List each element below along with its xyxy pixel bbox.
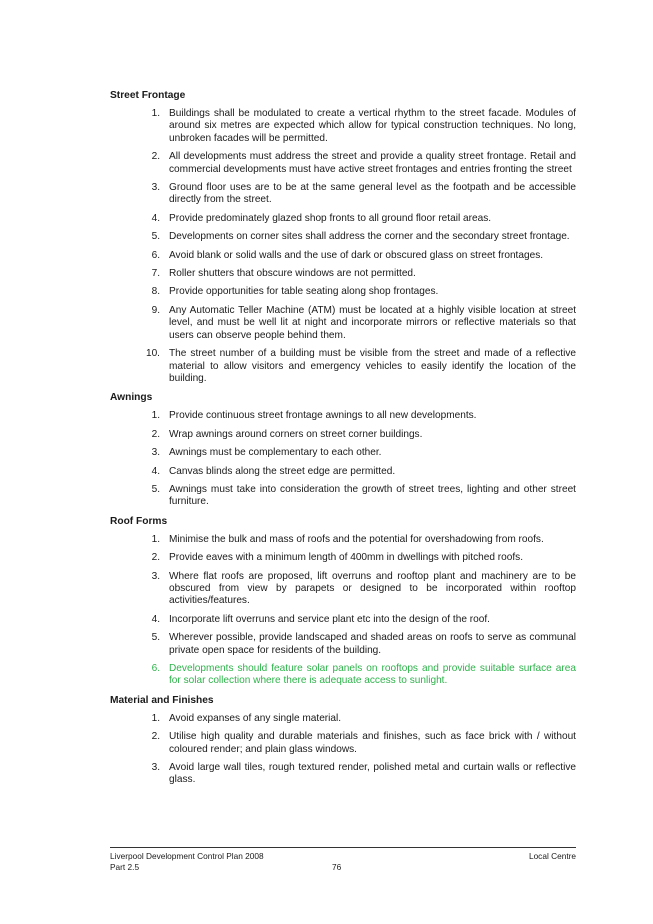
list-item-number: 4.: [151, 613, 160, 625]
list-item-number: 1.: [151, 712, 160, 724]
list-item-text: Provide continuous street frontage awnings to all new developments.: [169, 410, 477, 422]
footer-section: Local Centre: [528, 851, 576, 861]
list-item-number: 1.: [151, 108, 160, 119]
list-item: [110, 250, 576, 262]
section-heading: Awnings: [110, 392, 153, 404]
list-item-number: 3.: [151, 182, 160, 194]
list-item: [110, 410, 576, 422]
list-item-text: Wrap awnings around corners on street corner buildings.: [169, 428, 423, 440]
list-item-number: 1.: [151, 533, 160, 545]
list-item: [110, 429, 576, 441]
list-item-text: Awnings must take into consideration the growth of street trees, lighting and other street furniture.: [169, 483, 576, 508]
list-item: [110, 447, 576, 459]
list-item: [110, 466, 576, 478]
list-item-text: Ground floor uses are to be at the same general level as the footpath and be accessible directly from the street.: [169, 182, 576, 206]
list-item-text: Developments should feature solar panels on rooftops and provide suitable surface area for solar collection where there is adequate access to sunlight.: [169, 663, 576, 687]
list-item-number: 2.: [151, 151, 160, 163]
list-item-number: 2.: [151, 552, 160, 564]
section-heading: Roof Forms: [110, 515, 168, 527]
list-item: [110, 305, 576, 342]
list-item-number: 1.: [151, 410, 160, 422]
section-heading: Material and Finishes: [110, 694, 214, 706]
list-item: [110, 571, 576, 608]
list-item-number: 9.: [151, 304, 160, 316]
list-item: [110, 213, 576, 225]
list-item-number: 4.: [151, 465, 160, 477]
list-item-text: Roller shutters that obscure windows are not permitted.: [169, 268, 416, 280]
list-item: [110, 286, 576, 298]
list-item-number: 6.: [151, 663, 160, 674]
list-item: [110, 552, 576, 564]
list-item-text: Provide eaves with a minimum length of 400mm in dwellings with pitched roofs.: [169, 552, 524, 564]
page-footer: [110, 847, 576, 872]
list-item-number: 5.: [151, 483, 160, 495]
list-item-text: All developments must address the street and provide a quality street frontage. Retail and commercial developments must have active street frontages and entries fronting the street: [169, 151, 576, 175]
section-list: [110, 713, 576, 787]
list-item: [110, 632, 576, 657]
list-item-text: Avoid expanses of any single material.: [169, 712, 342, 724]
list-item: [110, 731, 576, 756]
footer-document-title: Liverpool Development Control Plan 2008: [110, 851, 264, 861]
document-body: [110, 89, 576, 793]
list-item-number: 2.: [151, 428, 160, 440]
list-item: [110, 484, 576, 509]
page-number: 76: [332, 862, 342, 872]
list-item-text: Where flat roofs are proposed, lift overruns and rooftop plant and machinery are to be obscured from view by parapets or designed to be incorporated within rooftop activities/features.: [169, 570, 576, 607]
list-item-number: 5.: [151, 632, 160, 644]
list-item-text: Buildings shall be modulated to create a vertical rhythm to the street facade. Modules of around six metres are expected which allow for typical construction techniques. No long, unbroken facades will be permitted.: [169, 108, 576, 144]
list-item: [110, 268, 576, 280]
list-item: [110, 108, 576, 145]
list-item: [110, 762, 576, 787]
list-item-text: Avoid blank or solid walls and the use of dark or obscured glass on street frontages.: [169, 249, 544, 261]
list-item-text: Provide predominately glazed shop fronts to all ground floor retail areas.: [169, 212, 492, 224]
list-item-number: 3.: [151, 570, 160, 582]
list-item: [110, 614, 576, 626]
list-item: [110, 231, 576, 243]
list-item-number: 6.: [151, 249, 160, 261]
list-item: [110, 713, 576, 725]
section-list: [110, 534, 576, 688]
section-list: [110, 410, 576, 508]
list-item-text: Awnings must be complementary to each other.: [169, 447, 382, 459]
list-item-number: 4.: [151, 212, 160, 224]
list-item: [110, 534, 576, 546]
list-item-number: 8.: [151, 286, 160, 298]
list-item-number: 7.: [151, 268, 160, 280]
list-item-number: 2.: [151, 731, 160, 743]
list-item-text: Wherever possible, provide landscaped and shaded areas on roofs to serve as communal private open space for residents of the building.: [169, 632, 576, 656]
footer-part: Part 2.5: [110, 861, 140, 872]
list-item-text: Canvas blinds along the street edge are permitted.: [169, 465, 396, 477]
list-item-text: The street number of a building must be visible from the street and made of a reflective material to allow visitors and emergency vehicles to easily identify the location of the building.: [169, 348, 576, 384]
list-item: [110, 182, 576, 207]
list-item-text: Provide opportunities for table seating along shop frontages.: [169, 286, 439, 298]
list-item: [110, 151, 576, 176]
list-item-number: 3.: [151, 447, 160, 459]
sections-container: [110, 89, 576, 787]
list-item-text: Utilise high quality and durable materials and finishes, such as face brick with / without coloured render; and plain glass windows.: [169, 731, 576, 755]
list-item-text: Avoid large wall tiles, rough textured render, polished metal and curtain walls or reflective glass.: [169, 762, 576, 786]
list-item: [110, 663, 576, 688]
section-list: [110, 108, 576, 385]
list-item-text: Any Automatic Teller Machine (ATM) must be located at a highly visible location at street level, and must be well lit at night and incorporate mirrors or reflective materials so that users can observe people behind them.: [169, 304, 576, 341]
list-item: [110, 348, 576, 385]
list-item-number: 10.: [145, 348, 160, 360]
list-item-number: 5.: [151, 231, 160, 243]
list-item-text: Developments on corner sites shall address the corner and the secondary street frontage.: [169, 231, 570, 243]
list-item-text: Incorporate lift overruns and service plant etc into the design of the roof.: [169, 613, 490, 625]
section-heading: Street Frontage: [110, 90, 186, 101]
list-item-text: Minimise the bulk and mass of roofs and the potential for overshadowing from roofs.: [169, 533, 544, 545]
list-item-number: 3.: [151, 762, 160, 774]
